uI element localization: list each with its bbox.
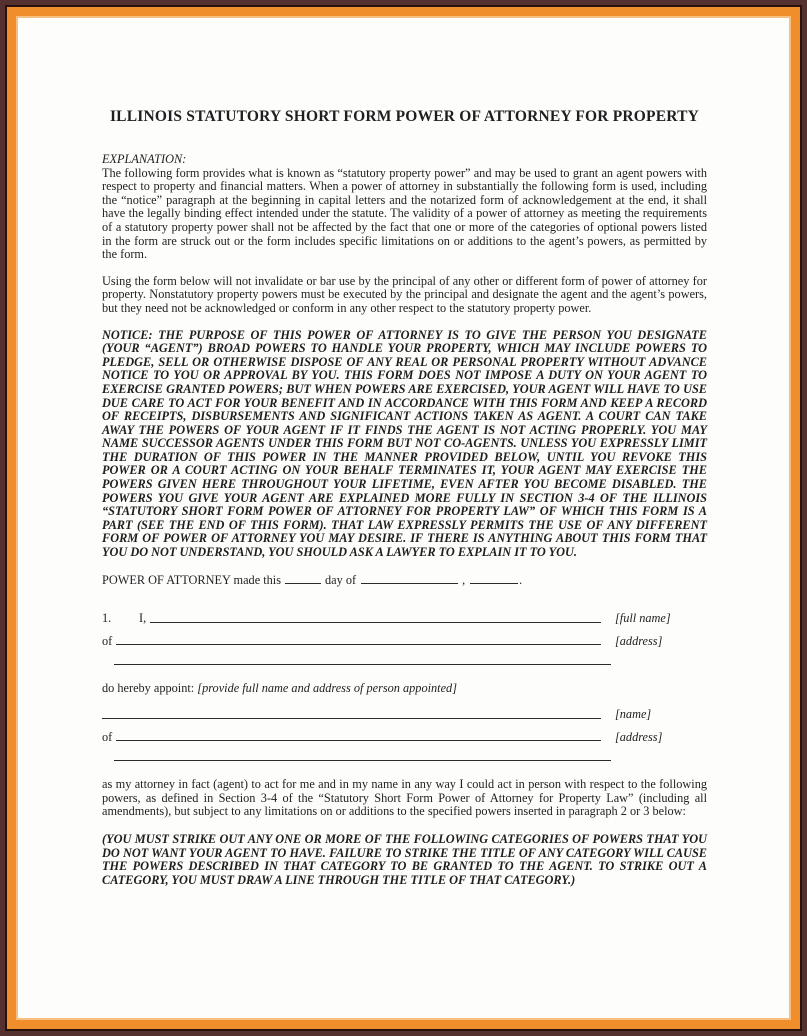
- item-number: 1.: [102, 611, 112, 626]
- explanation-heading: EXPLANATION:: [102, 152, 187, 166]
- year-blank-line: [470, 573, 518, 584]
- attorney-in-fact-paragraph: as my attorney in fact (agent) to act for me and in my name in any way I could act in person with respect to the following powers, as defined in Section 3-4 of the “Statutory Short Form Power of Attorney for Property Law” (including all amendments), but subject to any limitations on or additions to the specified powers inserted in paragraph 2 or 3 below:: [102, 777, 707, 819]
- agent-address-continuation-line: [114, 760, 611, 761]
- document-content: [18, 18, 789, 887]
- agent-name-line: [102, 708, 707, 722]
- day-blank-line: [285, 573, 321, 584]
- document-title: ILLINOIS STATUTORY SHORT FORM POWER OF ATTORNEY FOR PROPERTY: [109, 108, 700, 125]
- agent-address-line: [102, 731, 707, 745]
- page-frame-orange-band: [5, 5, 802, 1031]
- address-blank-line: [116, 644, 601, 645]
- agent-name-blank-line: [102, 718, 601, 719]
- address-label: [address]: [615, 633, 663, 648]
- full-name-label: [full name]: [615, 611, 671, 626]
- full-name-blank-line: [150, 622, 601, 623]
- execution-date-line: [102, 573, 707, 588]
- execution-line-period: .: [519, 572, 523, 587]
- using-form-paragraph: Using the form below will not invalidate or bar use by the principal of any other or different form of power of attorney for property. Nonstatutory property powers must be executed by the principal and designate the agent and the agent’s powers, but they need not be acknowledged or conform in any other respect to the statutory property power.: [102, 273, 707, 315]
- explanation-section: [102, 153, 707, 262]
- notice-paragraph: NOTICE: THE PURPOSE OF THIS POWER OF ATTORNEY IS TO GIVE THE PERSON YOU DESIGNATE (YOUR “AGENT”) BROAD POWERS TO HANDLE YOUR PROPERTY, WHICH MAY INCLUDE POWERS TO PLEDGE, SELL OR OTHERWISE DISPOSE OF ANY REAL OR PERSONAL PROPERTY WITHOUT ADVANCE NOTICE TO YOU OR APPROVAL BY YOU. THIS FORM DOES NOT IMPOSE A DUTY ON YOUR AGENT TO EXERCISE GRANTED POWERS; BUT WHEN POWERS ARE EXERCISED, YOUR AGENT WILL HAVE TO USE DUE CARE TO ACT FOR YOUR BENEFIT AND IN ACCORDANCE WITH THIS FORM AND KEEP A RECORD OF RECEIPTS, DISBURSEMENTS AND SIGNIFICANT ACTIONS TAKEN AS AGENT. A COURT CAN TAKE AWAY THE POWERS OF YOUR AGENT IF IT FINDS THE AGENT IS NOT ACTING PROPERLY. YOU MAY NAME SUCCESSOR AGENTS UNDER THIS FORM BUT NOT CO-AGENTS. UNLESS YOU EXPRESSLY LIMIT THE DURATION OF THIS POWER IN THE MANNER PROVIDED BELOW, UNTIL YOU REVOKE THIS POWER OR A COURT ACTING ON YOUR BEHALF TERMINATES IT, YOUR AGENT MAY EXERCISE THE POWERS GIVEN HERE THROUGHOUT YOUR LIFETIME, EVEN AFTER YOU BECOME DISABLED. THE POWERS YOU GIVE YOUR AGENT ARE EXPLAINED MORE FULLY IN SECTION 3-4 OF THE ILLINOIS “STATUTORY SHORT FORM POWER OF ATTORNEY FOR PROPERTY LAW” OF WHICH THIS FORM IS A PART (SEE THE END OF THIS FORM). THAT LAW EXPRESSLY PERMITS THE USE OF ANY DIFFERENT FORM OF POWER OF ATTORNEY YOU MAY DESIRE. IF THERE IS ANYTHING ABOUT THIS FORM THAT YOU DO NOT UNDERSTAND, YOU SHOULD ASK A LAWYER TO EXPLAIN IT TO YOU.: [102, 327, 707, 560]
- execution-line-day-of: day of: [325, 572, 357, 587]
- principal-address-line: [102, 635, 707, 649]
- appoint-instruction: [provide full name and address of person appointed]: [197, 681, 457, 696]
- explanation-body: The following form provides what is known as “statutory property power” and may be used to grant an agent powers with respect to property and financial matters. When a power of attorney in substantially the following form is used, including the “notice” paragraph at the beginning in capital letters and the notarized form of acknowledgement at the end, it shall have the legally binding effect intended under the statute. The validity of a power of attorney as meeting the requirements of a statutory property power shall not be affected by the fact that one or more of the categories of optional powers listed in the form are struck out or the form includes specific limitations on or additions to the agent’s powers, as permitted by the form.: [102, 165, 707, 262]
- strike-out-instructions-paragraph: (YOU MUST STRIKE OUT ANY ONE OR MORE OF THE FOLLOWING CATEGORIES OF POWERS THAT YOU DO NOT WANT YOUR AGENT TO HAVE. FAILURE TO STRIKE THE TITLE OF ANY CATEGORY WILL CAUSE THE POWERS DESCRIBED IN THAT CATEGORY TO BE GRANTED TO THE AGENT. TO STRIKE OUT A CATEGORY, YOU MUST DRAW A LINE THROUGH THE TITLE OF THAT CATEGORY.): [102, 831, 707, 887]
- execution-line-prefix: POWER OF ATTORNEY made this: [102, 572, 281, 587]
- agent-address-label: [address]: [615, 729, 663, 744]
- appoint-lead-text: do hereby appoint:: [102, 681, 198, 696]
- of-prefix: of: [102, 729, 113, 744]
- appointment-lead-line: [102, 682, 707, 696]
- principal-name-line: [102, 612, 707, 626]
- month-blank-line: [361, 573, 458, 584]
- i-prefix: I,: [139, 611, 147, 626]
- of-prefix: of: [102, 633, 113, 648]
- address-continuation-line: [114, 664, 611, 665]
- agent-name-label: [name]: [615, 707, 652, 721]
- document-page: [16, 16, 791, 1020]
- agent-address-blank-line: [116, 740, 601, 741]
- execution-line-comma: ,: [462, 572, 466, 587]
